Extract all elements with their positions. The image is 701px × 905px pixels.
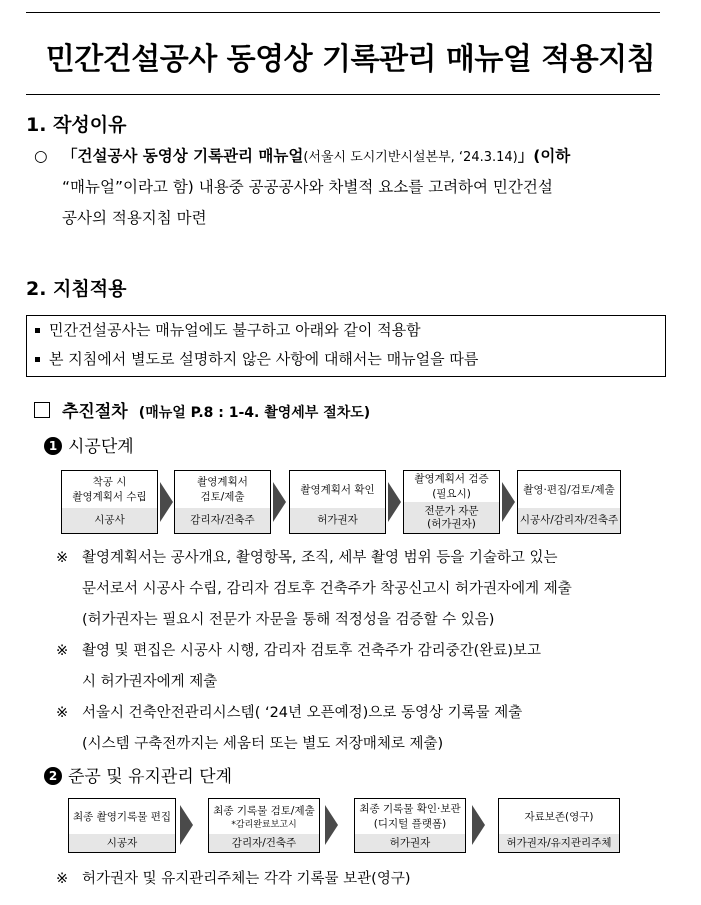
section1-line2: “매뉴얼”이라고 함) 내용중 공공공사와 차별적 요소를 고려하여 민간건설 xyxy=(62,178,553,196)
square-bullet-icon xyxy=(35,357,40,362)
manual-name: 「건설공사 동영상 기록관리 매뉴얼 xyxy=(62,147,304,165)
guideline-item: 민간건설공사는 매뉴얼에도 불구하고 아래와 같이 적용함 xyxy=(27,316,665,345)
guideline-box xyxy=(26,315,666,377)
arrow-right-icon xyxy=(472,805,485,845)
flow-step: 최종 촬영기록물 편집 시공자 xyxy=(68,798,176,853)
arrow-right-icon xyxy=(388,482,401,522)
note-line: 허가권자 및 유지관리주체는 각각 기록물 보관(영구) xyxy=(82,871,411,887)
arrow-right-icon xyxy=(502,482,515,522)
note-line: (시스템 구축전까지는 세움터 또는 별도 저장매체로 제출) xyxy=(82,736,444,752)
arrow-right-icon xyxy=(180,805,193,845)
manual-source: (서울시 도시기반시설본부, ‘24.3.14) xyxy=(303,150,518,165)
section2-heading: 2. 지침적용 xyxy=(26,278,127,300)
section1-bullet: ○ xyxy=(34,147,48,165)
arrow-right-icon xyxy=(160,482,173,522)
note-mark: ※ xyxy=(56,550,69,566)
procedure-heading: 추진절차 (매뉴얼 P.8 : 1-4. 촬영세부 절차도) xyxy=(34,397,370,422)
section1-line3: 공사의 적용지침 마련 xyxy=(62,209,207,227)
section1-line1 xyxy=(62,141,570,173)
stage2-heading: 2 준공 및 유지관리 단계 xyxy=(44,762,232,787)
flow-step: 최종 기록물 확인·보관 (디지털 플랫폼) 허가권자 xyxy=(354,798,466,853)
procedure-subtitle: (매뉴얼 P.8 : 1-4. 촬영세부 절차도) xyxy=(138,405,371,421)
flow-step: 촬영계획서 확인 허가권자 xyxy=(289,470,386,534)
checkbox-icon xyxy=(34,402,50,418)
arrow-right-icon xyxy=(273,482,286,522)
manual-close: 」(이하 xyxy=(517,147,571,165)
arrow-right-icon xyxy=(325,805,338,845)
top-rule xyxy=(26,12,660,13)
flow-step: 착공 시 촬영계획서 수립 시공사 xyxy=(61,470,158,534)
guideline-item: 본 지침에서 별도로 설명하지 않은 사항에 대해서는 매뉴얼을 따름 xyxy=(27,345,665,374)
flow-step: 최종 기록물 검토/제출 *감리완료보고시 감리자/건축주 xyxy=(208,798,320,853)
note-mark: ※ xyxy=(56,871,69,887)
circled-number-icon: 2 xyxy=(44,767,62,785)
flow-step: 촬영·편집/검토/제출 시공사/감리자/건축주 xyxy=(517,470,621,534)
section1-heading: 1. 작성이유 xyxy=(26,114,127,136)
square-bullet-icon xyxy=(35,328,40,333)
note-line: 시 허가권자에게 제출 xyxy=(82,674,218,690)
flow-step: 자료보존(영구) 허가권자/유지관리주체 xyxy=(498,798,620,853)
note-line: 문서로서 시공사 수립, 감리자 검토후 건축주가 착공신고시 허가권자에게 제출 xyxy=(82,581,572,597)
flow-step: 촬영계획서 검증 (필요시) 전문가 자문 (허가권자) xyxy=(403,470,500,534)
page-title: 민간건설공사 동영상 기록관리 매뉴얼 적용지침 xyxy=(45,42,656,77)
note-line: (허가권자는 필요시 전문가 자문을 통해 적정성을 검증할 수 있음) xyxy=(82,612,495,628)
flow-step: 촬영계획서 검토/제출 감리자/건축주 xyxy=(174,470,271,534)
note-line: 촬영 및 편집은 시공사 시행, 감리자 검토후 건축주가 감리중간(완료)보고 xyxy=(82,643,541,659)
note-line: 서울시 건축안전관리시스템( ‘24년 오픈예정)으로 동영상 기록물 제출 xyxy=(82,705,523,721)
note-mark: ※ xyxy=(56,643,69,659)
title-rule xyxy=(26,94,660,95)
note-mark: ※ xyxy=(56,705,69,721)
circled-number-icon: 1 xyxy=(44,437,62,455)
note-line: 촬영계획서는 공사개요, 촬영항목, 조직, 세부 촬영 범위 등을 기술하고 있는 xyxy=(82,550,558,566)
stage1-heading: 1 시공단계 xyxy=(44,432,134,457)
